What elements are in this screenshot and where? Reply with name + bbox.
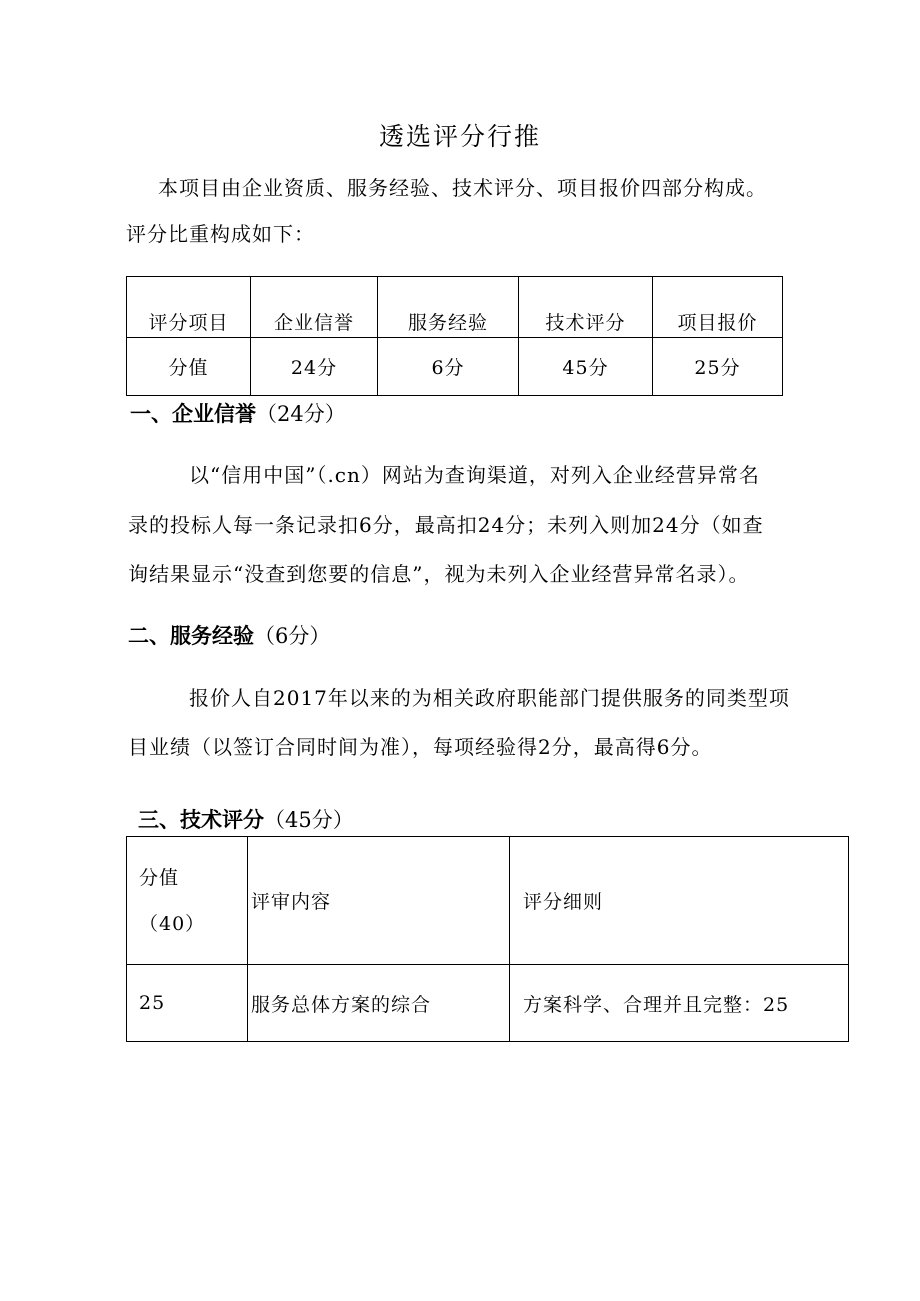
score-header-cell: 评分项目 <box>127 277 251 338</box>
score-weight-table <box>126 276 783 396</box>
section-3-heading <box>138 804 354 836</box>
tech-content-header-cell: 评审内容 <box>248 837 510 965</box>
section-1-line-2: 录的投标人每一条记录扣6分，最高扣24分；未列入则加24分（如查 <box>128 513 764 537</box>
section-2-line-1: 报价人自2017年以来的为相关政府职能部门提供服务的同类型项 <box>189 686 790 710</box>
score-value-cell: 25分 <box>653 338 783 396</box>
section-3-title: 三、技术评分 <box>138 808 264 832</box>
tech-rule-header-cell: 评分细则 <box>510 837 849 965</box>
intro-line-2: 评分比重构成如下： <box>126 222 315 246</box>
tech-table-header-row <box>127 837 849 965</box>
score-table-header-row <box>127 277 783 338</box>
score-header-cell: 技术评分 <box>519 277 653 338</box>
score-table-value-row <box>127 338 783 396</box>
section-2-heading <box>128 620 330 652</box>
score-value-cell: 6分 <box>378 338 519 396</box>
tech-score-header-cell <box>127 837 248 965</box>
tech-row-content-cell: 服务总体方案的综合 <box>248 965 510 1042</box>
score-header-cell: 企业信誉 <box>251 277 378 338</box>
section-2-title: 二、服务经验 <box>128 624 254 648</box>
score-header-cell: 项目报价 <box>653 277 783 338</box>
section-1-line-3: 询结果显示“没查到您要的信息”，视为未列入企业经营异常名录）。 <box>128 562 750 586</box>
score-header-cell: 服务经验 <box>378 277 519 338</box>
section-1-score: （24分） <box>256 402 346 426</box>
section-2-score: （6分） <box>254 624 331 648</box>
section-1-title: 一、企业信誉 <box>130 402 256 426</box>
tech-score-total: （40） <box>139 912 206 935</box>
technical-score-table <box>126 836 849 1042</box>
section-2-line-2: 目业绩（以签订合同时间为准），每项经验得2分，最高得6分。 <box>128 735 713 759</box>
section-1-heading <box>130 398 346 430</box>
tech-table-row <box>127 965 849 1042</box>
intro-line-1: 本项目由企业资质、服务经验、技术评分、项目报价四部分构成。 <box>158 176 767 200</box>
tech-row-rule-cell: 方案科学、合理并且完整：25 <box>510 965 849 1042</box>
page-title: 透选评分行推 <box>378 122 541 151</box>
section-3-score: （45分） <box>264 808 354 832</box>
score-value-cell: 分值 <box>127 338 251 396</box>
score-value-cell: 45分 <box>519 338 653 396</box>
tech-row-score-cell: 25 <box>127 965 248 1042</box>
score-value-cell: 24分 <box>251 338 378 396</box>
tech-score-label: 分值 <box>139 866 180 889</box>
section-1-line-1: 以“信用中国”（.cn）网站为查询渠道，对列入企业经营异常名 <box>189 463 760 487</box>
